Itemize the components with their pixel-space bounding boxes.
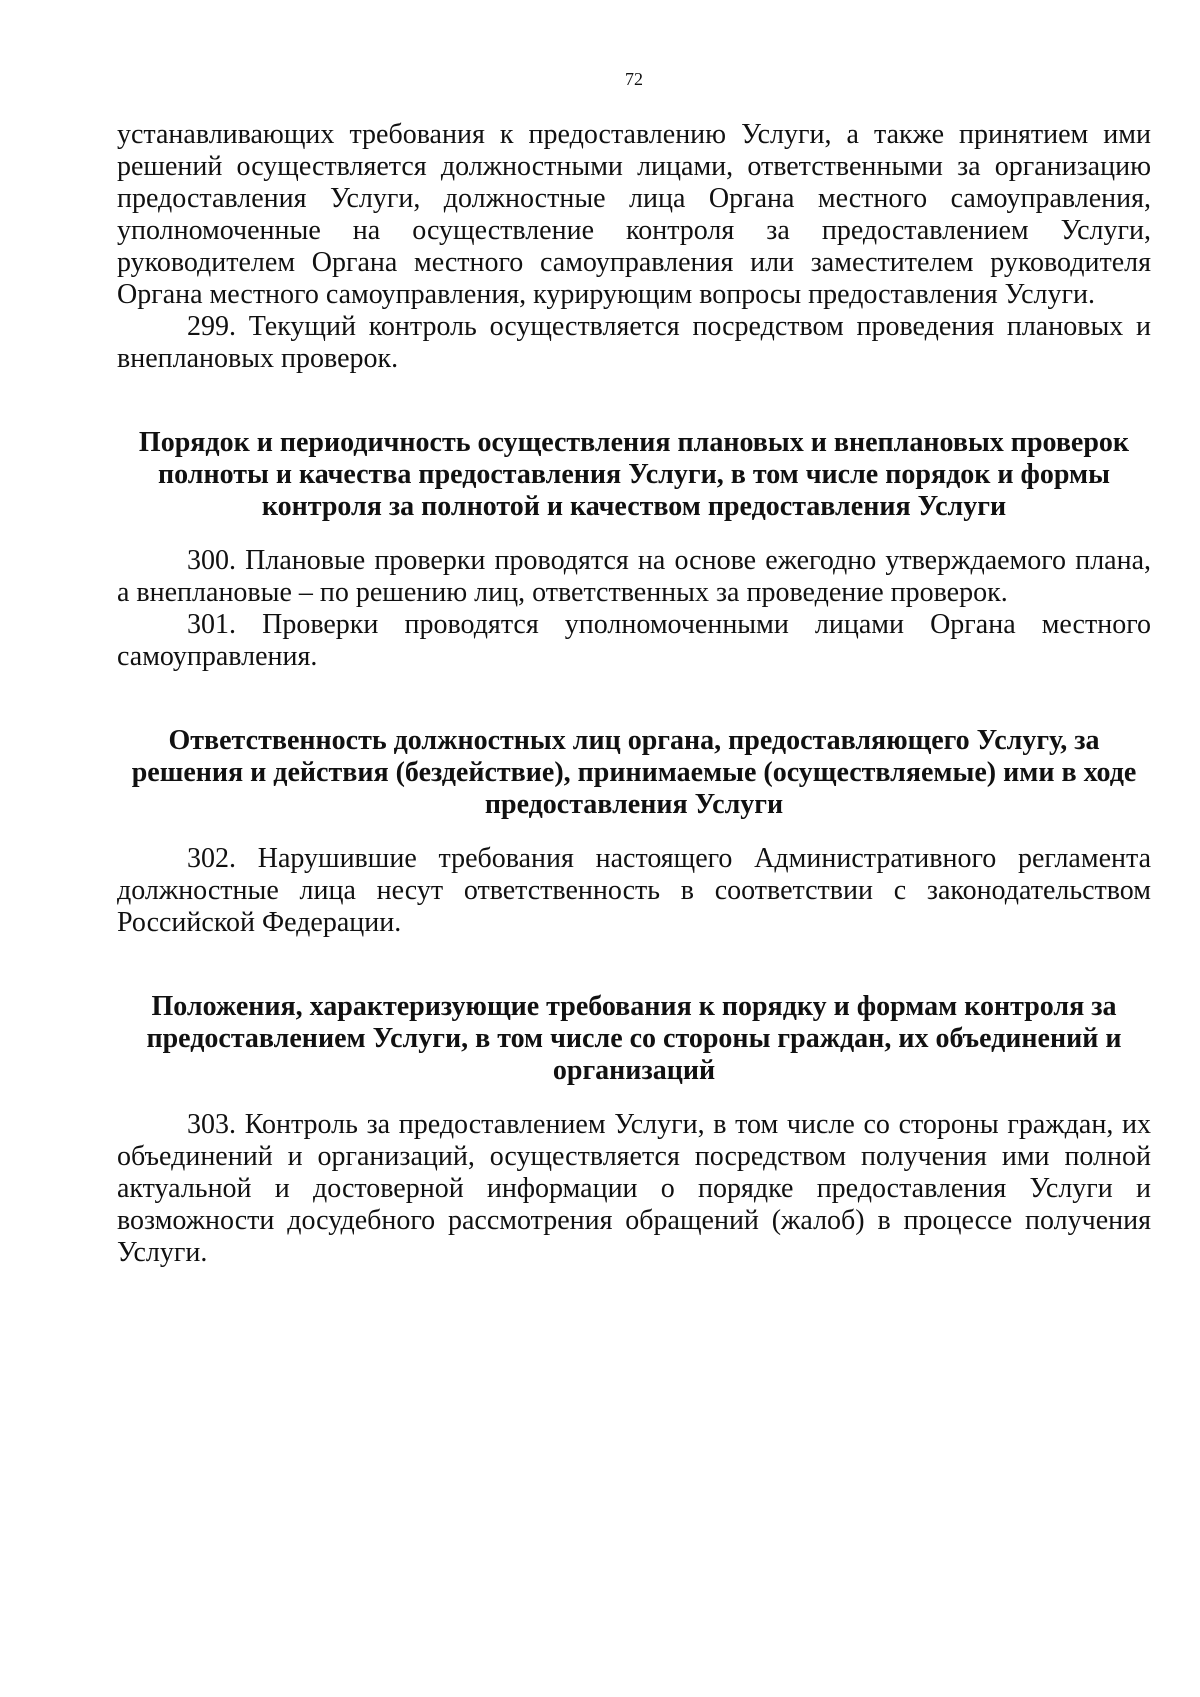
section-heading-inspections: Порядок и периодичность осуществления плановых и внеплановых проверок полноты и качества предоставления Услуги, в том числе порядок и формы контроля за полнотой и качеством предоставления Услуги [138,427,1130,522]
document-page [117,0,1151,1697]
paragraph-302: 302. Нарушившие требования настоящего Административного регламента должностные лица несут ответственность в соответствии с законодательством Российской Федерации. [117,843,1151,938]
paragraph-continuation: устанавливающих требования к предоставлению Услуги, а также принятием ими решений осуществляется должностными лицами, ответственными за организацию предоставления Услуги, должностные лица Органа местного самоуправления, уполномоченные на осуществление контроля за предоставлением Услуги, руководителем Органа местного самоуправления или заместителем руководителя Органа местного самоуправления, курирующим вопросы предоставления Услуги. [117,119,1151,310]
paragraph-299: 299. Текущий контроль осуществляется посредством проведения плановых и внеплановых проверок. [117,311,1151,374]
page-number: 72 [625,69,643,89]
section-heading-control-forms: Положения, характеризующие требования к порядку и формам контроля за предоставлением Услуги, в том числе со стороны граждан, их объединений и организаций [146,991,1122,1086]
paragraph-301: 301. Проверки проводятся уполномоченными лицами Органа местного самоуправления. [117,609,1151,672]
section-heading-responsibility: Ответственность должностных лиц органа, предоставляющего Услугу, за решения и действия (бездействие), принимаемые (осуществляемые) ими в ходе предоставления Услуги [131,725,1137,820]
document-body [117,119,1151,1269]
paragraph-300: 300. Плановые проверки проводятся на основе ежегодно утверждаемого плана, а внеплановые – по решению лиц, ответственных за проведение проверок. [117,545,1151,608]
paragraph-303: 303. Контроль за предоставлением Услуги, в том числе со стороны граждан, их объединений и организаций, осуществляется посредством получения ими полной актуальной и достоверной информации о порядке предоставления Услуги и возможности досудебного рассмотрения обращений (жалоб) в процессе получения Услуги. [117,1109,1151,1268]
